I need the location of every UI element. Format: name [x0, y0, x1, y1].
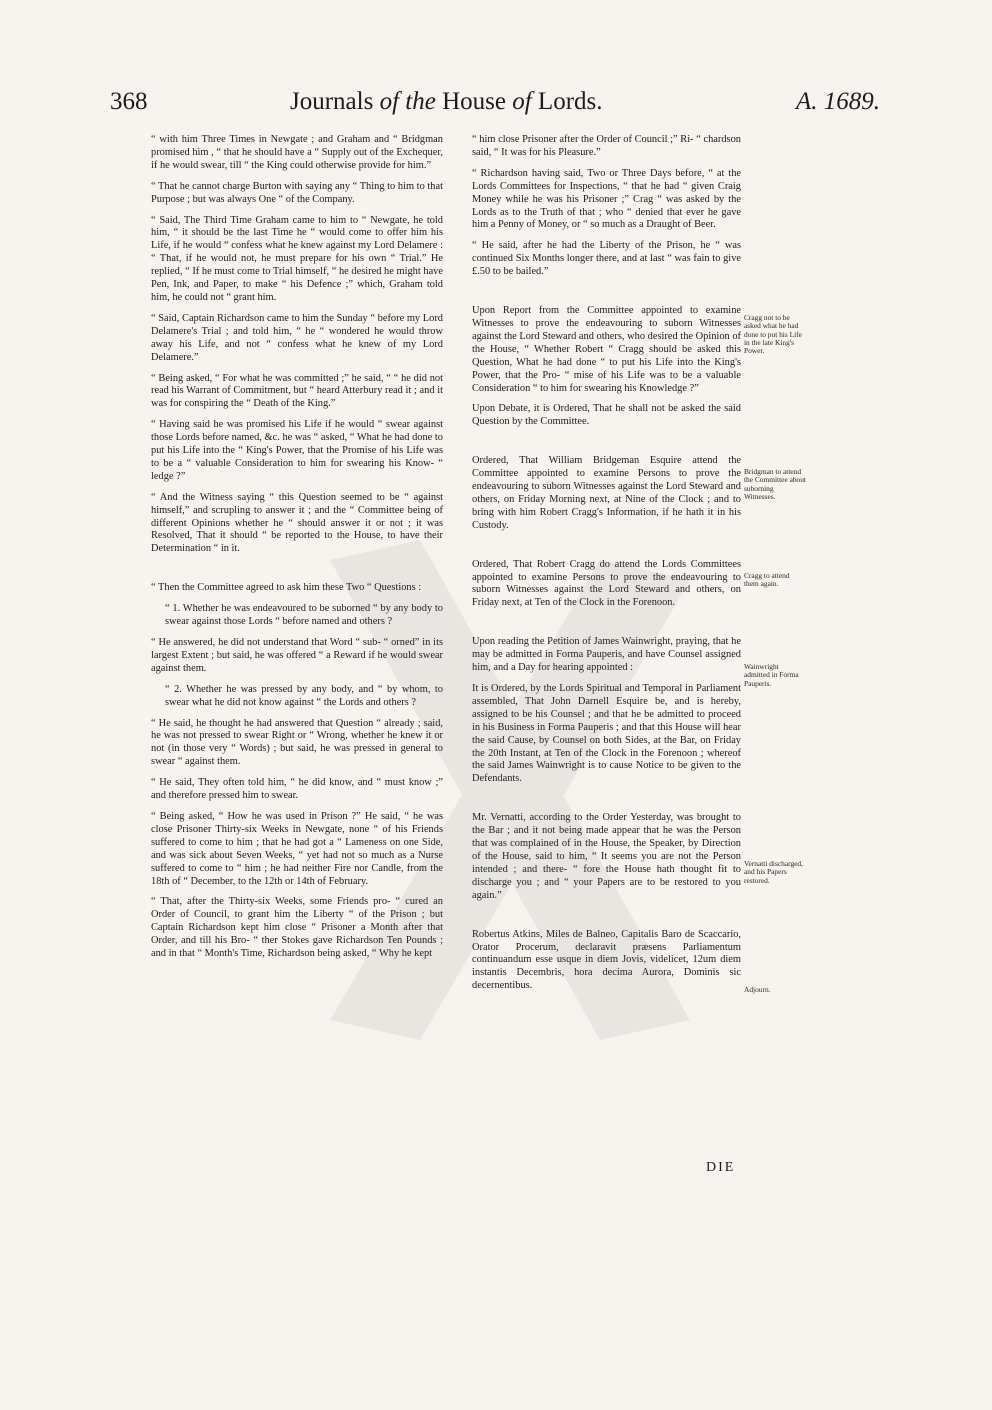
paragraph: Upon Report from the Committee appointed to examine Witnesses to prove the endeavouring to suborn Witnesses against the Lord Steward and others, who desired the Opinion of the House, “ Whether Robert “ Cragg should be asked this Question, What he had done “ to put his Life into the King's Power, that the Pro- “ mise of his Life was to be a valuable Consideration “ to him for swearing his Knowledge ?”: [472, 305, 741, 394]
paragraph: “ him close Prisoner after the Order of Council ;” Ri- “ chardson said, “ It was for his Pleasure.”: [472, 134, 741, 158]
paragraph: Mr. Vernatti, according to the Order Yesterday, was brought to the Bar ; and it not being made appear that he was the Person that was complained of in the House, the Speaker, by Direction of the House, said to him, “ It seems you are not the Person intended ; and there- “ fore the House hath thought fit to discharge you ; and “ your Papers are to be restored to you again.”: [472, 812, 741, 901]
year-heading: A. 1689.: [795, 88, 880, 115]
paragraph: Upon reading the Petition of James Wainwright, praying, that he may be admitted in Forma Pauperis, and have Counsel assigned him, and a Day for hearing appointed :: [472, 636, 741, 674]
paragraph: “ Richardson having said, Two or Three Days before, “ at the Lords Committees for Inspections, “ that he had “ given Craig Money while he was his Prisoner ;” Crag “ was asked by the Lords as to the Truth of that ; who “ denied that ever he gave him a Penny of Money, or “ so much as a Draught of Beer.: [472, 167, 741, 231]
paragraph: “ He said, They often told him, “ he did know, and “ must know ;” and therefore pressed him to swear.: [151, 777, 443, 802]
paragraph: “ He answered, he did not understand that Word “ sub- “ orned” in its largest Extent ; but said, he was offered “ a Reward if he would swear against them.: [151, 637, 443, 674]
catchword: DIE: [706, 1160, 736, 1175]
left-column: [137, 134, 443, 961]
paragraph: Ordered, That William Bridgeman Esquire attend the Committee appointed to examine Persons to prove the endeavouring to suborn Witnesses against the Lord Steward and others, on Friday Morning next, at Nine of the Clock ; and to bring with him Robert Cragg's Information, if he hath it in his Custody.: [472, 455, 741, 531]
margin-note: Wainwright admitted in Forma Pauperis.: [744, 662, 799, 688]
margin-note: Cragg not to be asked what he had done to put his Life in the late King's Power.: [744, 313, 802, 356]
paragraph: “ with him Three Times in Newgate ; and Graham and “ Bridgman promised him , “ that he should have a “ Supply out of the Exchequer, if he would swear, till “ the King could otherwise provide for him.”: [151, 134, 443, 171]
title-word: House: [442, 88, 506, 115]
right-column: [458, 134, 741, 993]
margin-note: Adjourn.: [744, 985, 771, 994]
title-word: of: [512, 88, 532, 115]
paragraph: Robertus Atkins, Miles de Balneo, Capitalis Baro de Scaccario, Orator Procerum, declaravit præsens Parliamentum continuandum esse usque in diem Jovis, videlicet, 12um diem instantis Decembris, hora decima Aurora, Dominis sic decernentibus.: [472, 928, 741, 992]
margin-note: Vernatti discharged, and his Papers restored.: [744, 859, 803, 885]
title-word: Lords.: [537, 88, 603, 115]
margin-note: Cragg to attend them again.: [744, 571, 790, 589]
paragraph: “ Said, The Third Time Graham came to him to “ Newgate, he told him, “ it should be the last Time he “ would come to offer him his Life, if he would “ confess what he knew against my Lord Delamere : “ That, if he would not, he must prepare for his own “ Trial.” He replied, “ If he must come to Trial himself, “ he desired he might have Pen, Ink, and Paper, to make “ his Defence ;” which, Graham told him, he could not “ grant him.: [151, 214, 443, 303]
running-title: [290, 88, 603, 116]
paragraph: “ Being asked, “ How he was used in Prison ?” He said, “ he was close Prisoner Thirty-six Weeks in Newgate, none “ of his Friends suffered to come to him ; that he had got a “ Lameness on one Side, and was sick about Seven Weeks, “ yet had not so much as a Nurse suffered to come to “ him ; he had neither Fire nor Candle, from the 18th of “ December, to the 12th or 14th of February.: [151, 810, 443, 887]
paragraph: “ That he cannot charge Burton with saying any “ Thing to him to that Purpose ; but was always One “ of the Company.: [151, 180, 443, 205]
paragraph: It is Ordered, by the Lords Spiritual and Temporal in Parliament assembled, That John Darnell Esquire be, and is hereby, assigned to be his Counsel ; and that he be admitted to proceed in his Business in Forma Pauperis ; and that this House will hear the said Cause, by Counsel on both Sides, at the Bar, on Friday the 20th Instant, at Ten of the Clock in the Forenoon ; whereof the said James Wainwright is to cause Notice to be given to the Defendants.: [472, 683, 741, 785]
paragraph: “ Being asked, “ For what he was committed ;” he said, “ “ he did not read his Warrant of Commitment, but “ heard Atterbury read it ; and it was for conspiring the “ Death of the King.”: [151, 372, 443, 410]
paragraph: “ Then the Committee agreed to ask him these Two “ Questions :: [151, 582, 422, 594]
page-header: [110, 88, 880, 128]
paragraph: Upon Debate, it is Ordered, That he shall not be asked the said Question by the Committee.: [472, 403, 741, 428]
title-word: of the: [379, 88, 436, 115]
question-item: “ 1. Whether he was endeavoured to be suborned “ by any body to swear against those Lords “ before named and others ?: [165, 603, 443, 628]
paragraph: “ That, after the Thirty-six Weeks, some Friends pro- “ cured an Order of Council, to grant him the Liberty “ of the Prison ; but Captain Richardson kept him close “ Prisoner a Month after that Order, and till his Bro- “ ther Stokes gave Richardson Ten Pounds ; and in that “ Month's Time, Richardson being asked, “ Why he kept: [151, 896, 443, 960]
question-item: “ 2. Whether he was pressed by any body, and “ by whom, to swear what he did not know against “ the Lords and others ?: [165, 683, 443, 708]
paragraph: “ He said, after he had the Liberty of the Prison, he “ was continued Six Months longer there, and at last “ was fain to give £.50 to be bailed.”: [472, 240, 741, 278]
paragraph: Ordered, That Robert Cragg do attend the Lords Committees appointed to examine Persons to prove the endeavouring to suborn Witnesses against the Lord Steward and others, on Friday next, at Ten of the Clock in the Forenoon.: [472, 558, 741, 609]
paragraph: “ Said, Captain Richardson came to him the Sunday “ before my Lord Delamere's Trial ; and told him, “ he “ wondered he would throw away his Life, and not “ confess what he knew of my Lord Delamere.”: [151, 312, 443, 363]
margin-note: Bridgman to attend the Committee about suborning Witnesses.: [744, 467, 806, 501]
page-number: 368: [110, 88, 148, 115]
paragraph: “ Having said he was promised his Life if he would “ swear against those Lords before named, &c. he was “ asked, “ What he had done to put his Life into the “ King's Power, that the Promise of his Life was to be a “ valuable Consideration to him for swearing his Know- “ ledge ?”: [151, 419, 443, 482]
paragraph: “ And the Witness saying “ this Question seemed to be “ against himself,” and scrupling to answer it ; and the “ Committee being of different Opinions whether he “ should answer it or not ; it was Resolved, That it should “ be reported to the House, to have their Determination “ in it.: [151, 491, 443, 555]
paragraph: “ He said, he thought he had answered that Question “ already ; said, he was not pressed to swear Right or “ Wrong, whether he knew it or not (in those very “ Words) ; but said, he was pressed in general to swear “ against them.: [151, 717, 443, 768]
title-word: Journals: [290, 88, 374, 115]
